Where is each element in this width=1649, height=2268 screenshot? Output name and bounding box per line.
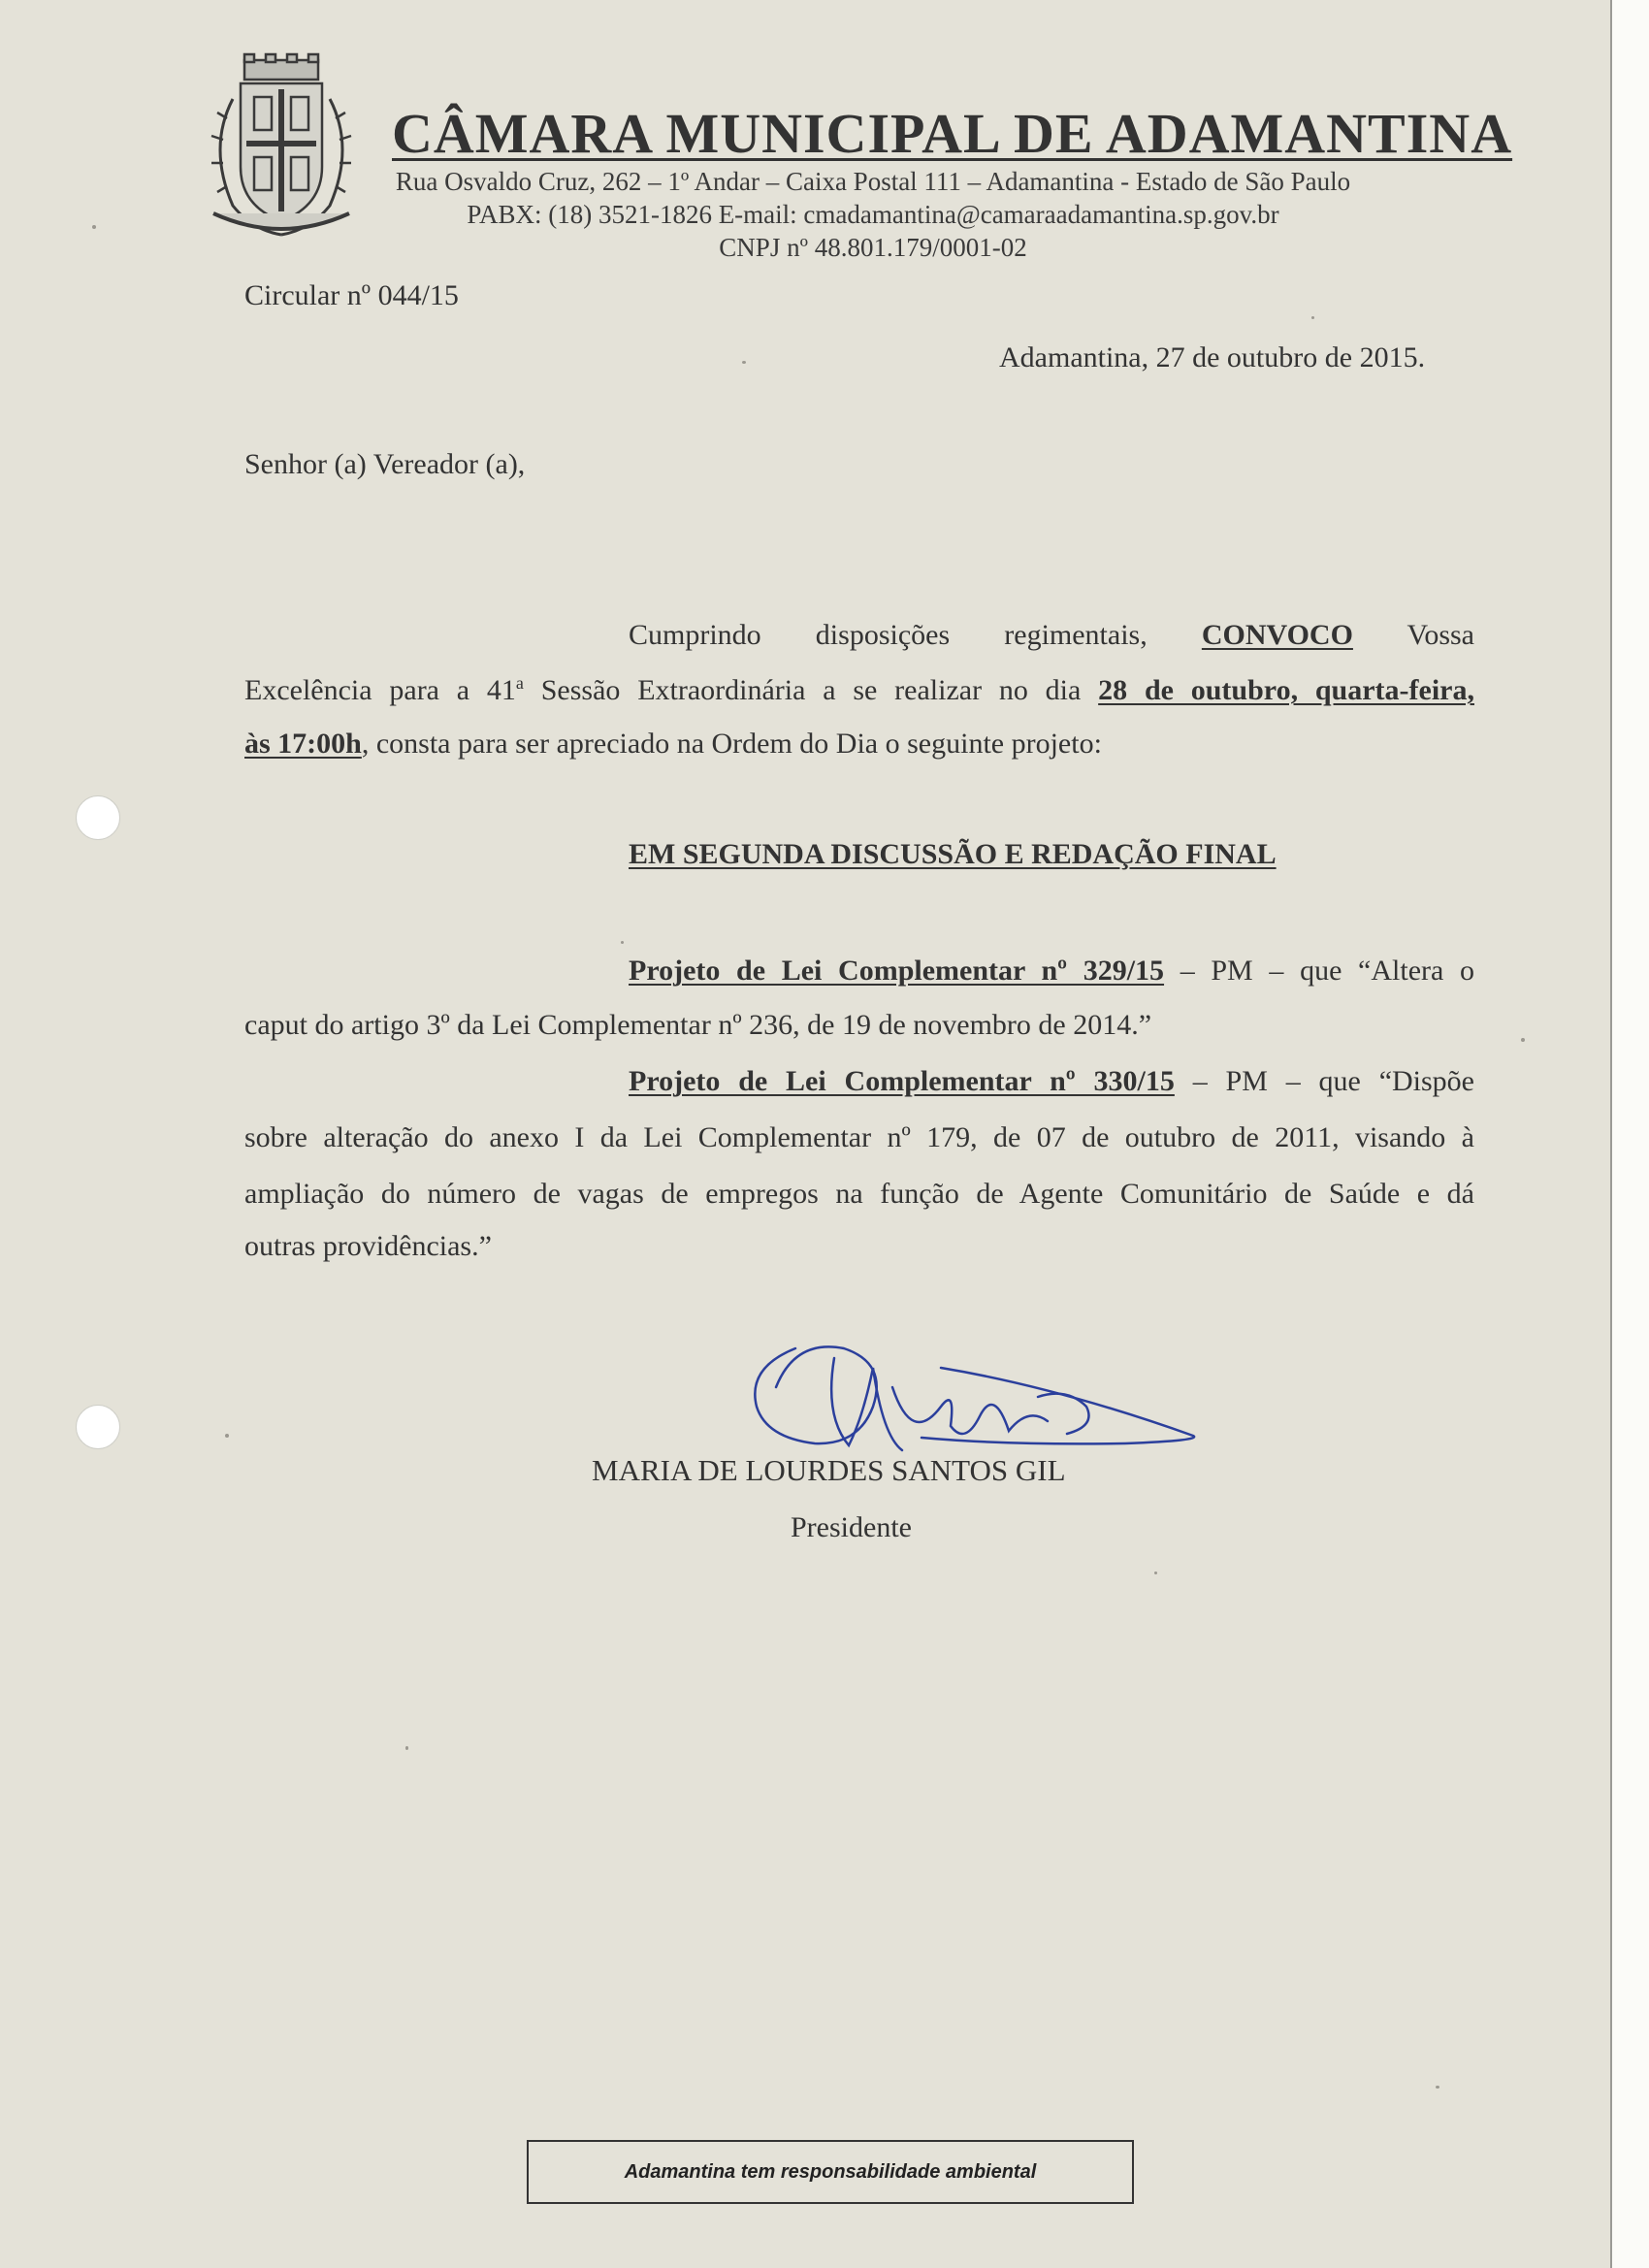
paper-speck xyxy=(405,1746,408,1750)
project-text: – PM – que “Dispõe xyxy=(1174,1065,1474,1097)
punch-hole-top xyxy=(76,795,120,840)
institution-title: CÂMARA MUNICIPAL DE ADAMANTINA xyxy=(392,102,1513,165)
session-time-emphasis: às 17:00h xyxy=(244,728,362,760)
paragraph-line-1 xyxy=(629,619,1474,652)
paragraph-text xyxy=(244,674,1081,706)
paragraph-line-3 xyxy=(244,728,1474,761)
paragraph-text: Cumprindo disposições regimentais, xyxy=(629,619,1148,651)
project-2-line-1 xyxy=(629,1065,1474,1098)
paper-speck xyxy=(621,941,624,944)
ordinal-superscript: a xyxy=(515,673,524,693)
paragraph-text: , consta para ser apreciado na Ordem do Dia o seguinte projeto: xyxy=(361,728,1102,760)
convoco-emphasis: CONVOCO xyxy=(1201,619,1353,651)
paragraph-text: Sessão Extraordinária a se realizar no dia xyxy=(523,674,1082,706)
project-2-title: Projeto de Lei Complementar nº 330/15 xyxy=(629,1065,1175,1097)
paper-speck xyxy=(225,1434,229,1438)
circular-number: Circular nº 044/15 xyxy=(244,279,459,311)
header-cnpj: CNPJ nº 48.801.179/0001-02 xyxy=(719,233,1027,262)
date-line: Adamantina, 27 de outubro de 2015. xyxy=(999,341,1426,373)
punch-hole-bottom xyxy=(76,1405,120,1449)
paper-speck xyxy=(92,225,96,229)
paper-speck xyxy=(742,361,746,364)
project-2-line-3: ampliação do número de vagas de empregos na função de Agente Comunitário de Saúde e dá xyxy=(244,1178,1474,1210)
project-2-line-4: outras providências.” xyxy=(244,1230,492,1262)
paper-speck xyxy=(1154,1571,1157,1574)
header-contact: PABX: (18) 3521-1826 E-mail: cmadamantina@camaraadamantina.sp.gov.br xyxy=(467,200,1279,229)
salutation: Senhor (a) Vereador (a), xyxy=(244,448,526,480)
paragraph-line-2 xyxy=(244,673,1474,707)
section-heading: EM SEGUNDA DISCUSSÃO E REDAÇÃO FINAL xyxy=(629,838,1277,870)
project-1-line-2: caput do artigo 3º da Lei Complementar nº 236, de 19 de novembro de 2014.” xyxy=(244,1009,1152,1041)
session-date-emphasis: 28 de outubro, quarta-feira, xyxy=(1098,674,1474,706)
header-address: Rua Osvaldo Cruz, 262 – 1º Andar – Caixa Postal 111 – Adamantina - Estado de São Paulo xyxy=(395,167,1351,196)
project-text: – PM – que “Altera o xyxy=(1164,955,1474,987)
project-1-line-1 xyxy=(629,955,1474,988)
paper-speck xyxy=(1311,316,1314,319)
project-1-title: Projeto de Lei Complementar nº 329/15 xyxy=(629,955,1165,987)
paragraph-text: Excelência para a 41 xyxy=(244,674,516,706)
project-2-line-2: sobre alteração do anexo I da Lei Complementar nº 179, de 07 de outubro de 2011, visando à xyxy=(244,1121,1474,1153)
page-edge xyxy=(1610,0,1649,2268)
footer-environment-note xyxy=(527,2140,1134,2204)
paper-speck xyxy=(1521,1038,1525,1042)
signatory-role: Presidente xyxy=(791,1511,912,1543)
paper-speck xyxy=(1436,2086,1439,2089)
signatory-name: MARIA DE LOURDES SANTOS GIL xyxy=(592,1453,1066,1487)
paragraph-text: Vossa xyxy=(1406,619,1474,651)
footer-note-text: Adamantina tem responsabilidade ambiental xyxy=(624,2160,1037,2183)
